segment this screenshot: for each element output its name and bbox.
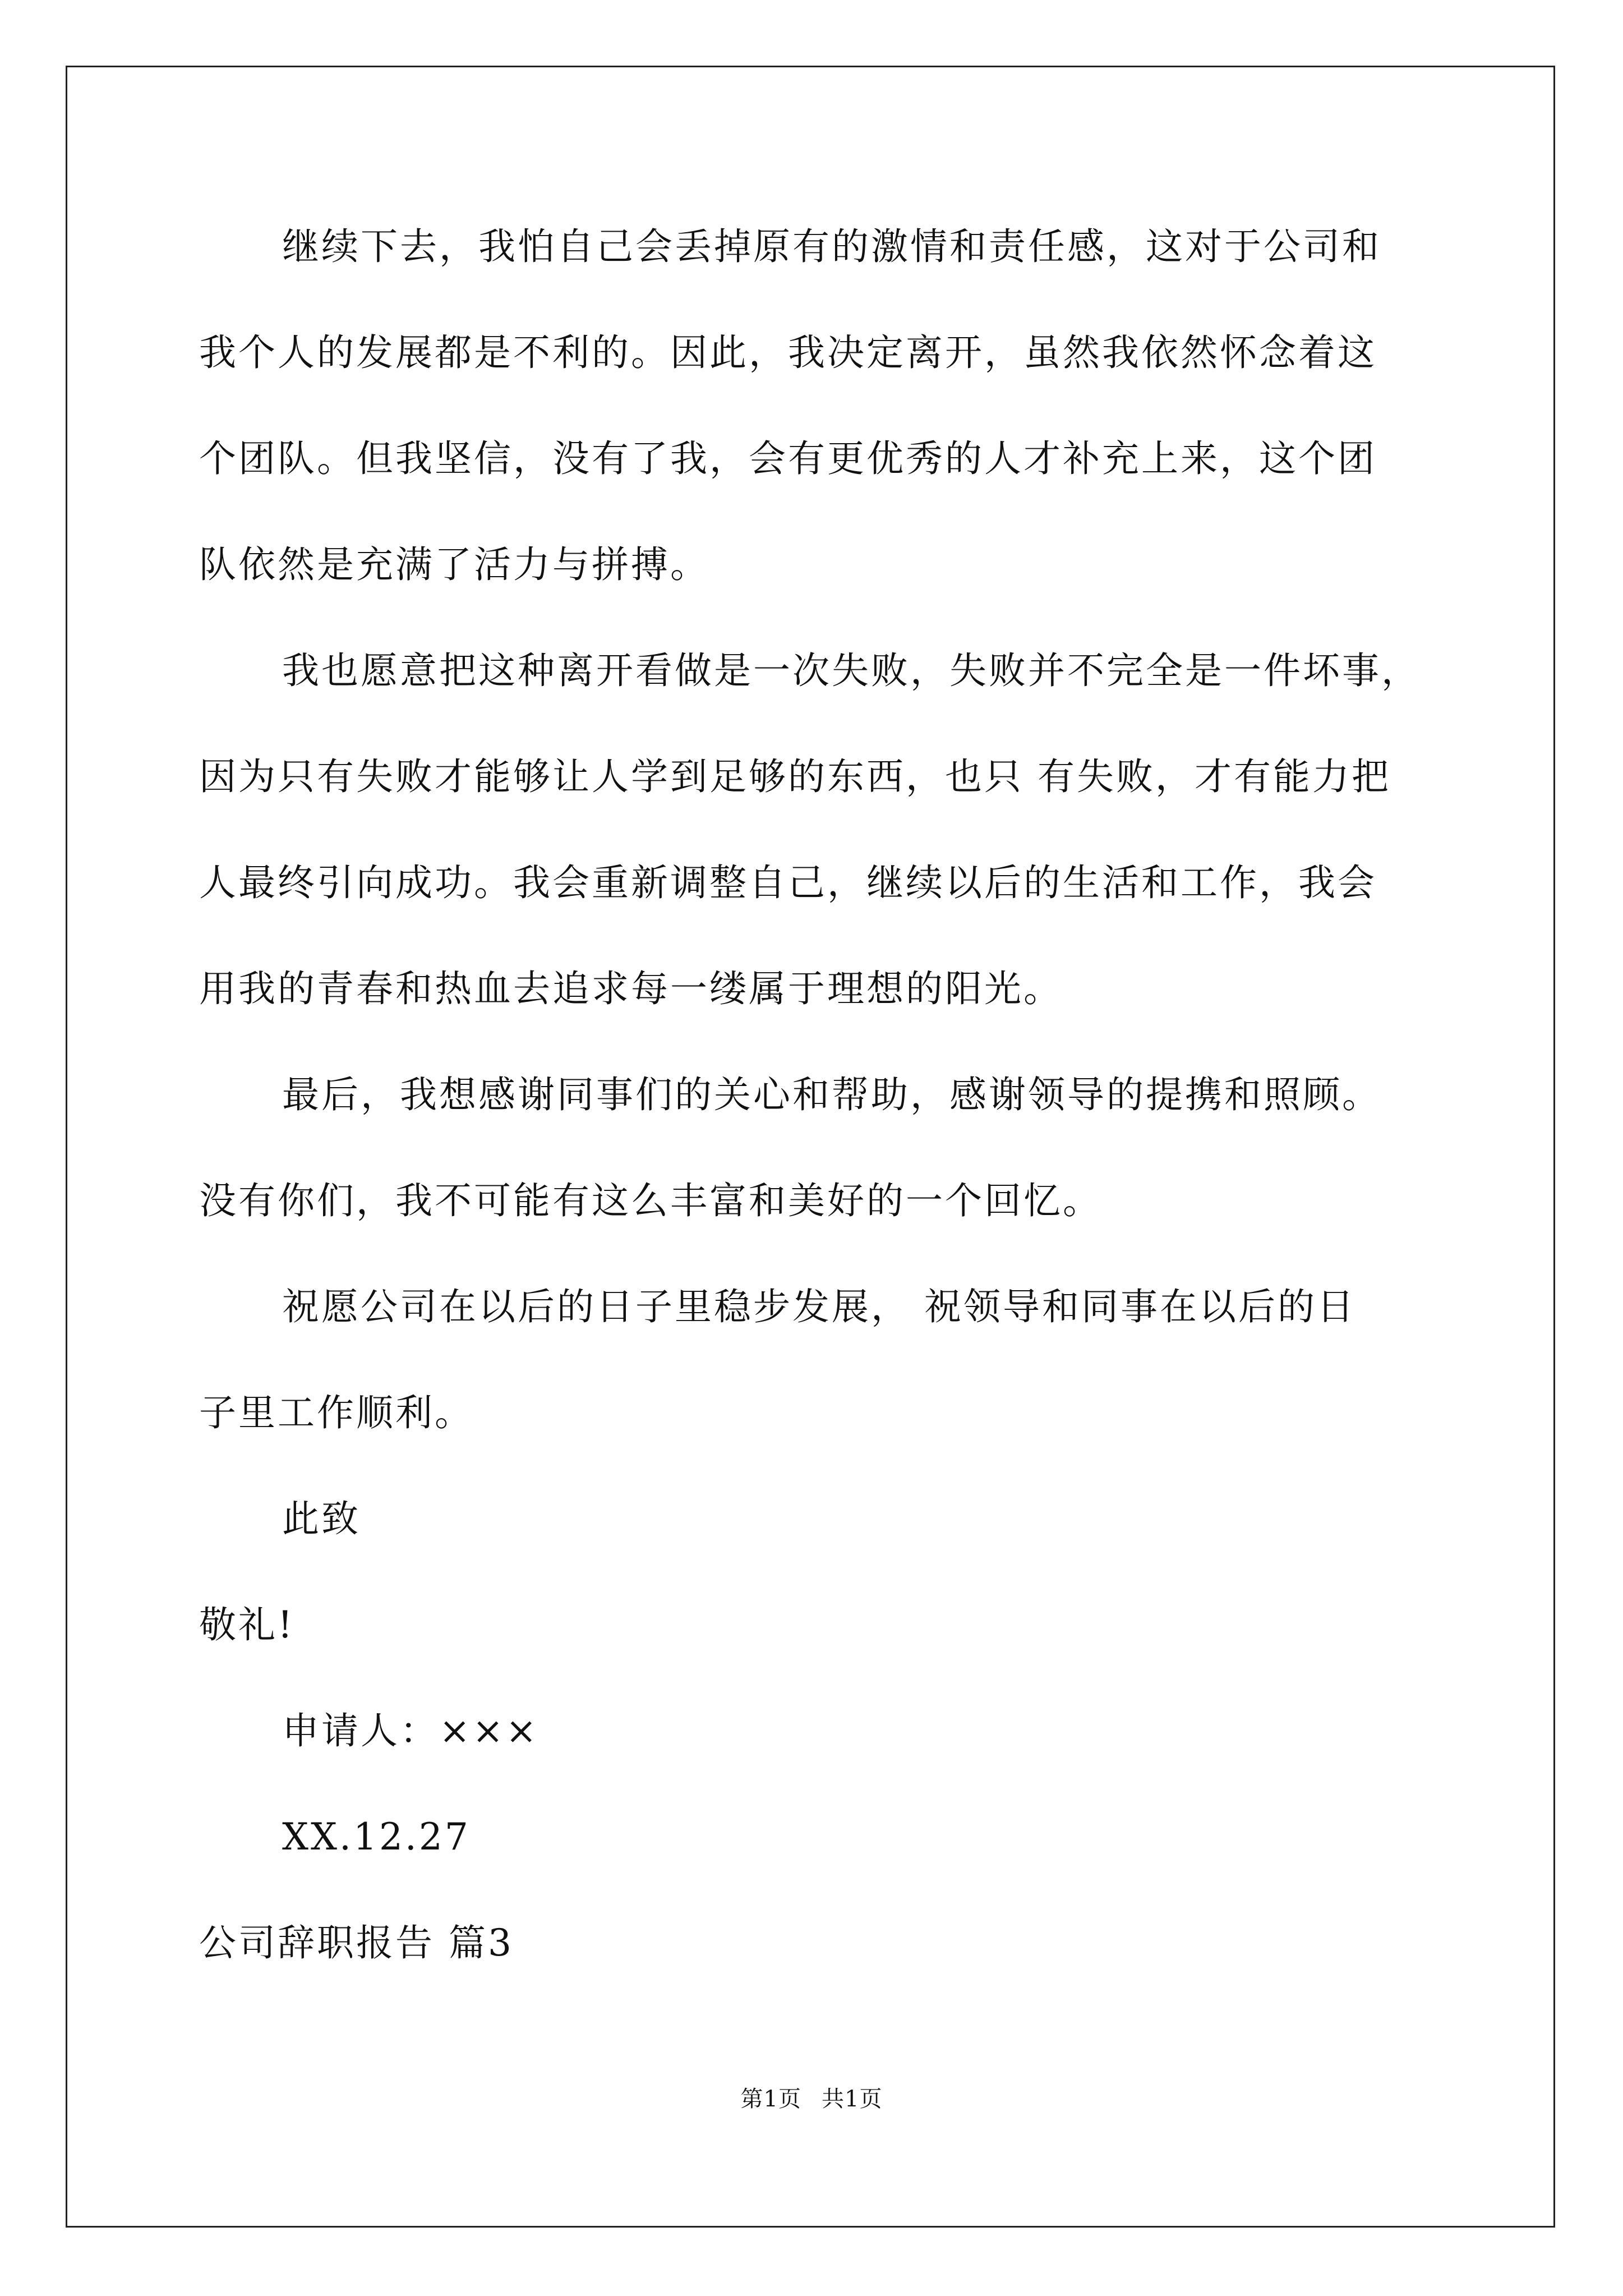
text-line: 因为只有失败才能够让人学到足够的东西，也只 有失败，才有能力把 xyxy=(199,755,1391,798)
text-line: 子里工作顺利。 xyxy=(199,1391,474,1434)
text-line: 祝愿公司在以后的日子里稳步发展， 祝领导和同事在以后的日 xyxy=(282,1285,1356,1328)
closing-salutation: 此致 xyxy=(282,1497,361,1540)
text-line: 没有你们，我不可能有这么丰富和美好的一个回忆。 xyxy=(199,1179,1102,1222)
page-number: 第1页 xyxy=(740,2086,801,2112)
text-line: 继续下去，我怕自己会丢掉原有的激情和责任感，这对于公司和 xyxy=(282,225,1381,268)
text-line: 人最终引向成功。我会重新调整自己，继续以后的生活和工作，我会 xyxy=(199,861,1377,904)
text-line: 个团队。但我坚信，没有了我，会有更优秀的人才补充上来，这个团 xyxy=(199,437,1377,480)
page-footer xyxy=(0,2082,1623,2116)
text-line: 用我的青春和热血去追求每一缕属于理想的阳光。 xyxy=(199,967,1063,1010)
text-line: 我个人的发展都是不利的。因此，我决定离开，虽然我依然怀念着这 xyxy=(199,331,1377,374)
text-line: 队依然是充满了活力与拼搏。 xyxy=(199,543,709,586)
letter-date: XX.12.27 xyxy=(282,1815,471,1858)
applicant-signature: 申请人：××× xyxy=(282,1709,539,1752)
text-line: 最后，我想感谢同事们的关心和帮助，感谢领导的提携和照顾。 xyxy=(282,1073,1381,1116)
closing-regards: 敬礼! xyxy=(199,1603,295,1646)
document-body xyxy=(199,219,1461,2021)
text-line: 我也愿意把这种离开看做是一次失败，失败并不完全是一件坏事， xyxy=(282,649,1421,692)
page-total: 共1页 xyxy=(822,2086,883,2112)
section-heading: 公司辞职报告 篇3 xyxy=(199,1921,514,1964)
